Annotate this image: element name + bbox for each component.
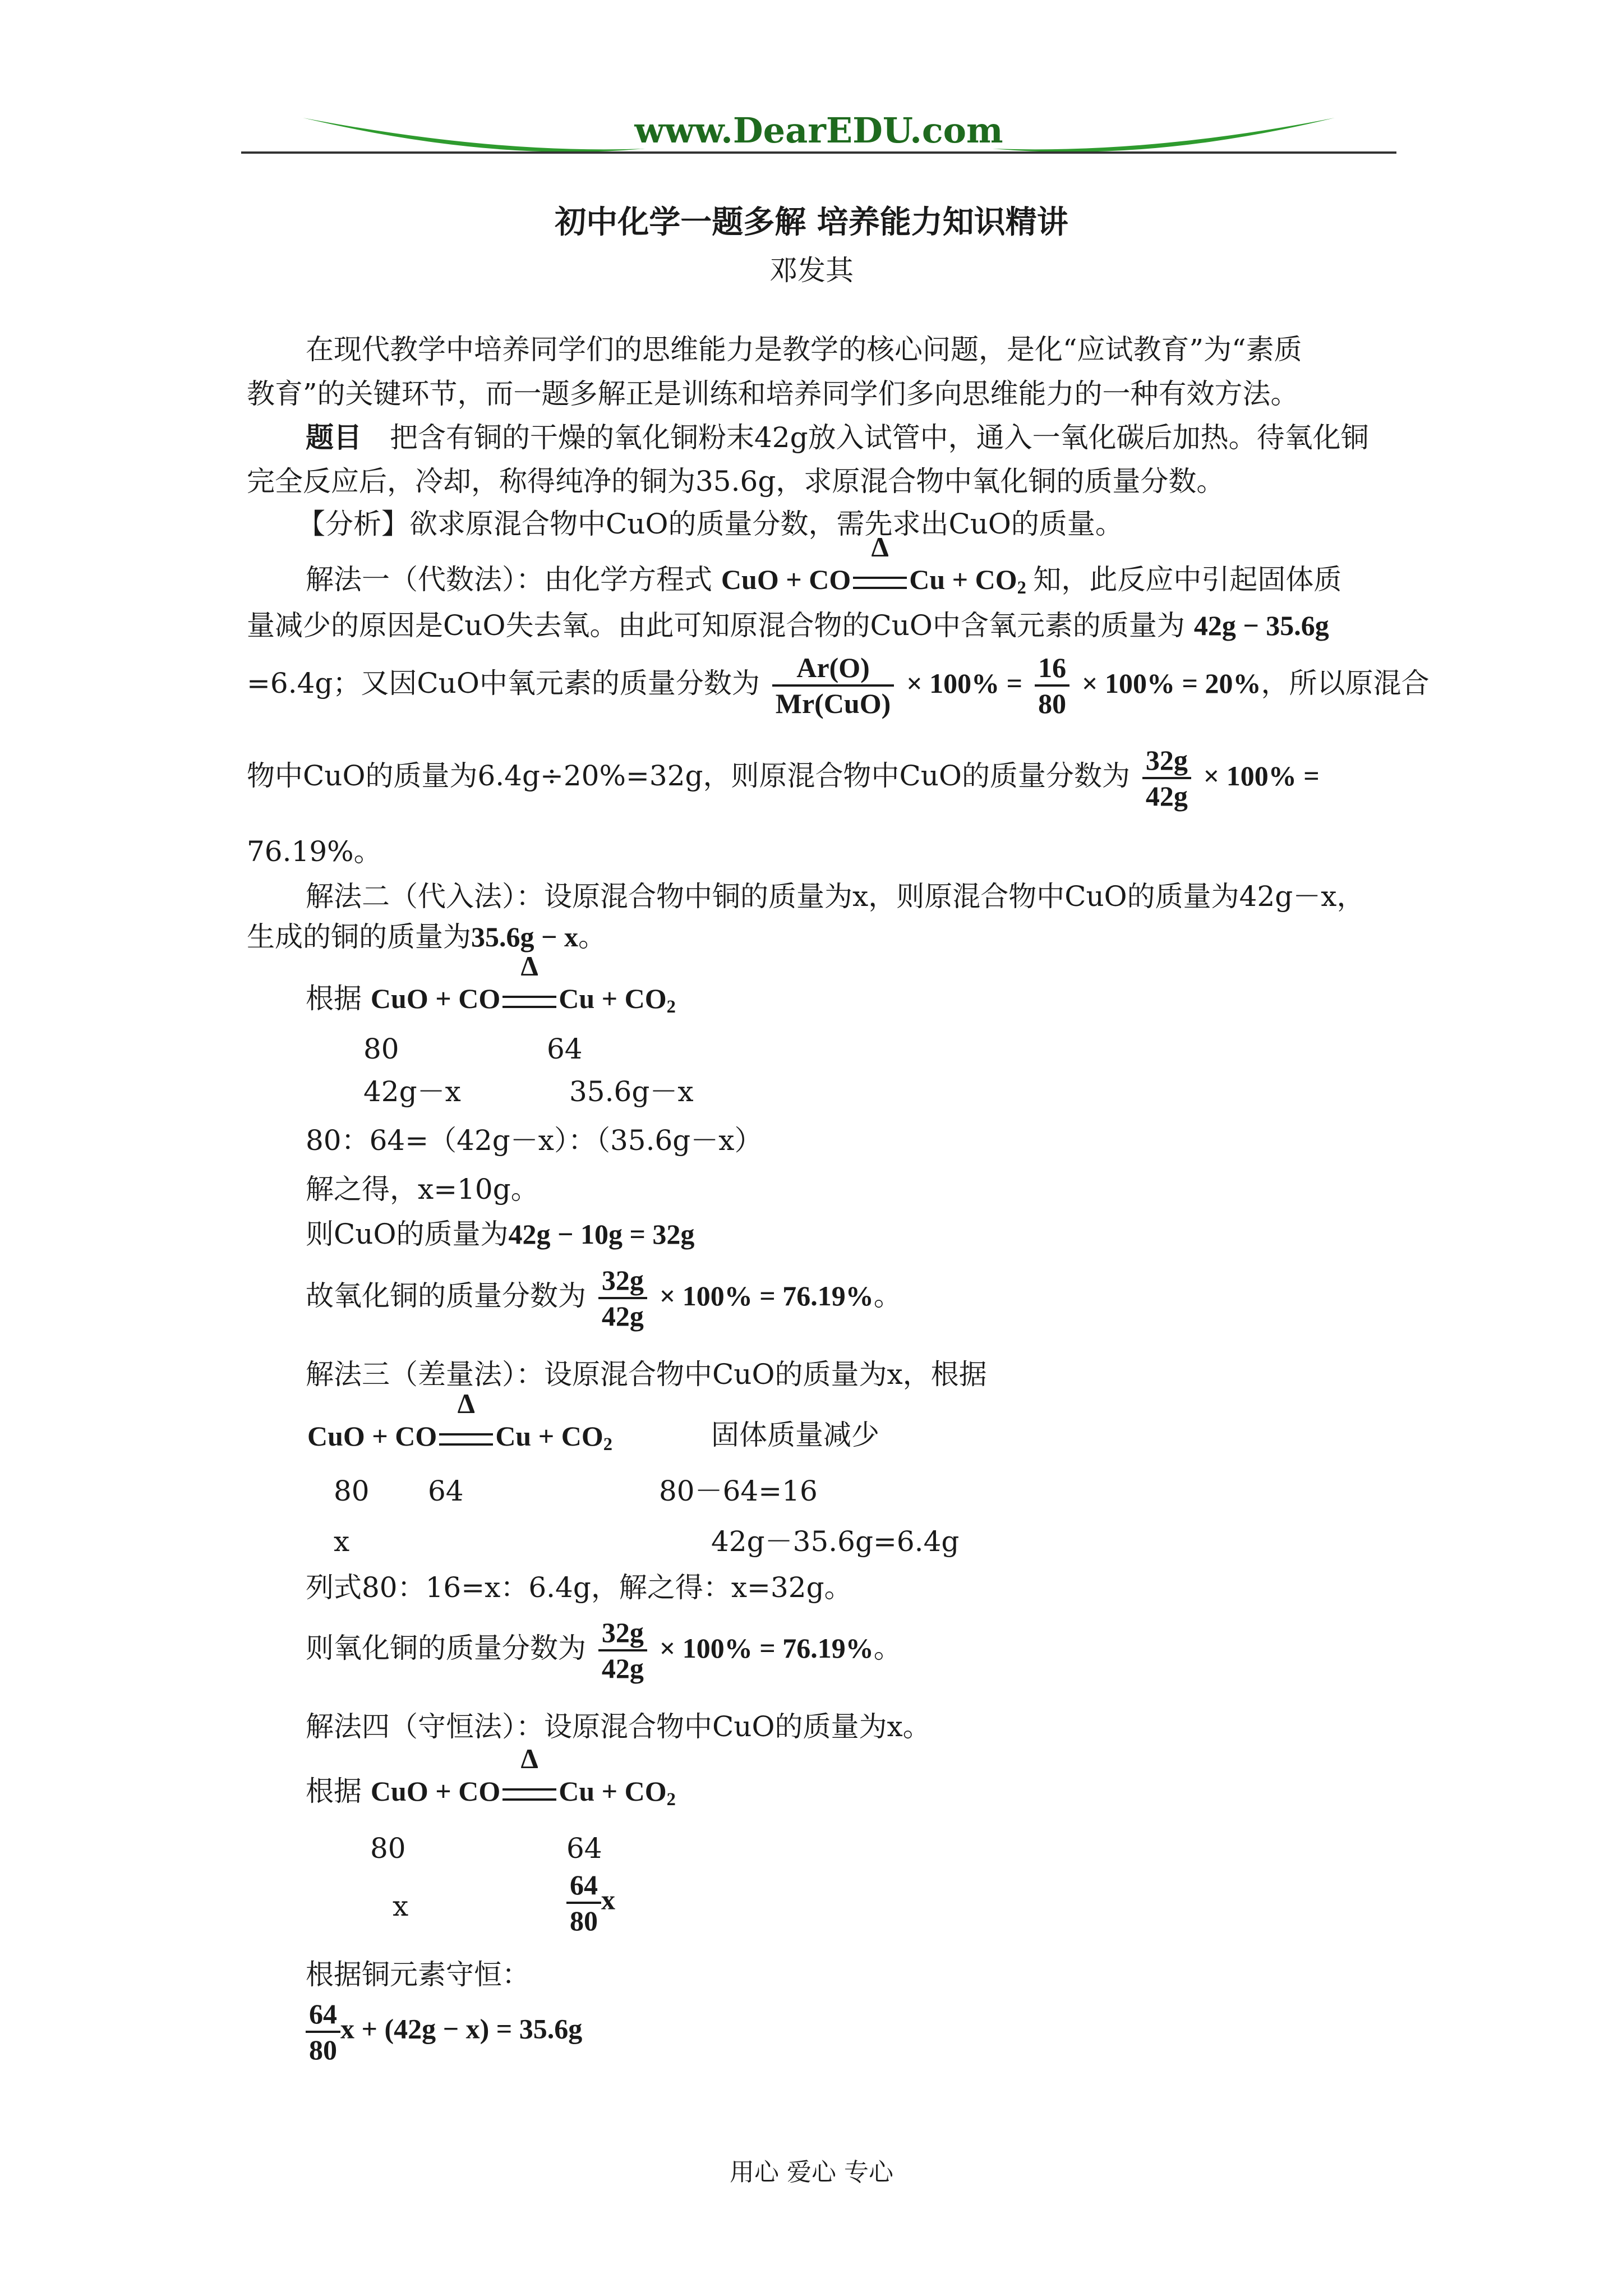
- method2-final-end: 。: [873, 1280, 902, 1312]
- footer: 用心 爱心 专心: [730, 2158, 893, 2187]
- method2-text-2-end: 。: [578, 921, 606, 953]
- method3-fraction: $\frac{32g}{42g}$: [598, 1616, 647, 1685]
- reaction-equation: [721, 531, 1033, 599]
- method2-line-2: [247, 920, 606, 954]
- method1-math-4: × 100% =: [1203, 760, 1320, 792]
- method3-equation-line: [307, 1388, 612, 1461]
- method4-x: x: [393, 1890, 409, 1922]
- eq-right: Cu + CO: [909, 564, 1017, 595]
- method2-cuo-text: 则CuO的质量为: [306, 1218, 509, 1250]
- method3-final-end: 。: [873, 1632, 902, 1664]
- method3-mass-80: 80: [334, 1475, 370, 1507]
- method2-cuo-math: 42g − 10g = 32g: [508, 1218, 695, 1250]
- method4-fraction: $\frac{64}{80}$: [566, 1868, 601, 1938]
- method1-text-2: 量减少的原因是CuO失去氧。由此可知原混合物的CuO中含氧元素的质量为: [247, 609, 1185, 642]
- method3-diff: 80－64=16: [659, 1475, 818, 1507]
- intro-line-1: 在现代教学中培养同学们的思维能力是教学的核心问题，是化“应试教育”为“素质: [306, 333, 1302, 366]
- method3-x: x: [334, 1525, 350, 1558]
- logo-text: www.DearEDU.com: [634, 110, 1003, 151]
- eq-sub: 2: [1017, 578, 1026, 599]
- method4-fraction-x: [566, 1868, 615, 1938]
- page-title: 初中化学一题多解 培养能力知识精讲: [555, 204, 1068, 241]
- method4-conservation: 根据铜元素守恒：: [306, 1958, 530, 1991]
- method2-final-text: 故氧化铜的质量分数为: [306, 1280, 586, 1312]
- method1-text-3-end: ，所以原混合: [1261, 667, 1430, 700]
- method1-intro: 解法一（代数法）：由化学方程式: [306, 563, 712, 596]
- method4-basis: 根据: [306, 1775, 362, 1807]
- method4-eq-fraction: $\frac{64}{80}$: [306, 1997, 340, 2067]
- problem-line-1: [306, 421, 1369, 454]
- method3-equation: CuO + CO Δ $Cu + CO_2$: [307, 1388, 612, 1455]
- method2-mass-64: 64: [547, 1033, 583, 1065]
- method2-equation-line: [306, 950, 676, 1024]
- problem-label: 题目: [306, 421, 362, 454]
- problem-line-2: 完全反应后，冷却，称得纯净的铜为35.6g，求原混合物中氧化铜的质量分数。: [247, 465, 1225, 498]
- fraction-32-42: $\frac{32g}{42g}$: [1142, 743, 1191, 813]
- method2-fraction: $\frac{32g}{42g}$: [598, 1263, 647, 1333]
- method2-ratio: 80：64=（42g－x）：（35.6g－x）: [306, 1124, 763, 1157]
- author: 邓发其: [769, 254, 854, 287]
- method3-final: [306, 1616, 902, 1685]
- method2-value-2: 35.6g－x: [569, 1075, 694, 1108]
- method1-line-1: [306, 531, 1342, 605]
- eq-left: CuO + CO: [721, 564, 851, 595]
- method2-final: [306, 1263, 902, 1333]
- method2-solve: 解之得，x=10g。: [306, 1173, 539, 1205]
- method1-text-4: 物中CuO的质量为6.4g÷20%=32g，则原混合物中CuO的质量分数为: [247, 760, 1130, 792]
- method2-mass-80: 80: [363, 1033, 399, 1065]
- fraction-ar-mr: $\frac{Ar(O)}{\text{Mr(CuO)}}$: [772, 651, 895, 720]
- method3-mass-64: 64: [428, 1475, 464, 1507]
- method1-line-4: [247, 743, 1320, 813]
- method1-math-3a: × 100% =: [906, 668, 1023, 699]
- eq-heat-sign: [851, 531, 909, 596]
- method3-final-math: × 100% = 76.19%: [659, 1632, 874, 1664]
- method2-value-1: 42g－x: [363, 1075, 461, 1108]
- method1-intro-end: 知，此反应中引起固体质: [1033, 563, 1342, 596]
- method3-diff-value: 42g－35.6g=6.4g: [711, 1525, 960, 1558]
- method4-equation: CuO + CO Δ $Cu + CO_2$: [370, 1743, 676, 1810]
- method2-final-math: × 100% = 76.19%: [659, 1280, 874, 1312]
- method3-decrease-label: 固体质量减少: [711, 1419, 879, 1451]
- method4-fraction-var: x: [601, 1884, 615, 1916]
- method1-line-3: [247, 651, 1429, 720]
- method3-final-text: 则氧化铜的质量分数为: [306, 1632, 586, 1664]
- method4-equation-line: [306, 1743, 676, 1816]
- fraction-16-80: $\frac{16}{80}$: [1035, 651, 1069, 720]
- method2-cuo-mass: [306, 1217, 694, 1251]
- method4-eq-rest: x + (42g − x) = 35.6g: [340, 2013, 583, 2045]
- method4-mass-80: 80: [370, 1832, 406, 1865]
- method3-formula: 列式80：16=x：6.4g，解之得：x=32g。: [306, 1571, 852, 1604]
- header-logo: [241, 107, 1396, 174]
- method1-math-3b: × 100% = 20%: [1081, 668, 1261, 699]
- method2-line-1: 解法二（代入法）：设原混合物中铜的质量为x，则原混合物中CuO的质量为42g－x，: [306, 880, 1365, 913]
- method1-line-5: 76.19%。: [247, 835, 382, 868]
- method2-text-2: 生成的铜的质量为: [247, 921, 471, 953]
- method1-math-2: 42g − 35.6g: [1193, 610, 1329, 641]
- method2-math-2: 35.6g − x: [471, 921, 578, 953]
- method4-final-equation: [306, 1997, 582, 2067]
- method1-text-3: =6.4g；又因CuO中氧元素的质量分数为: [247, 667, 760, 700]
- header-rule: [241, 151, 1396, 154]
- method1-line-2: [247, 609, 1329, 642]
- delta-symbol: Δ: [871, 531, 889, 563]
- analysis: 【分析】欲求原混合物中CuO的质量分数，需先求出CuO的质量。: [297, 508, 1123, 540]
- method4-line-1: 解法四（守恒法）：设原混合物中CuO的质量为x。: [306, 1710, 931, 1743]
- method2-equation: CuO + CO Δ $Cu + CO_2$: [370, 950, 676, 1018]
- intro-line-2: 教育”的关键环节，而一题多解正是训练和培养同学们多向思维能力的一种有效方法。: [247, 378, 1299, 410]
- method2-basis: 根据: [306, 982, 362, 1015]
- method3-line-1: 解法三（差量法）：设原混合物中CuO的质量为x，根据: [306, 1358, 987, 1391]
- method4-mass-64: 64: [566, 1832, 602, 1865]
- problem-text-1: 把含有铜的干燥的氧化铜粉末42g放入试管中，通入一氧化碳后加热。待氧化铜: [390, 421, 1369, 454]
